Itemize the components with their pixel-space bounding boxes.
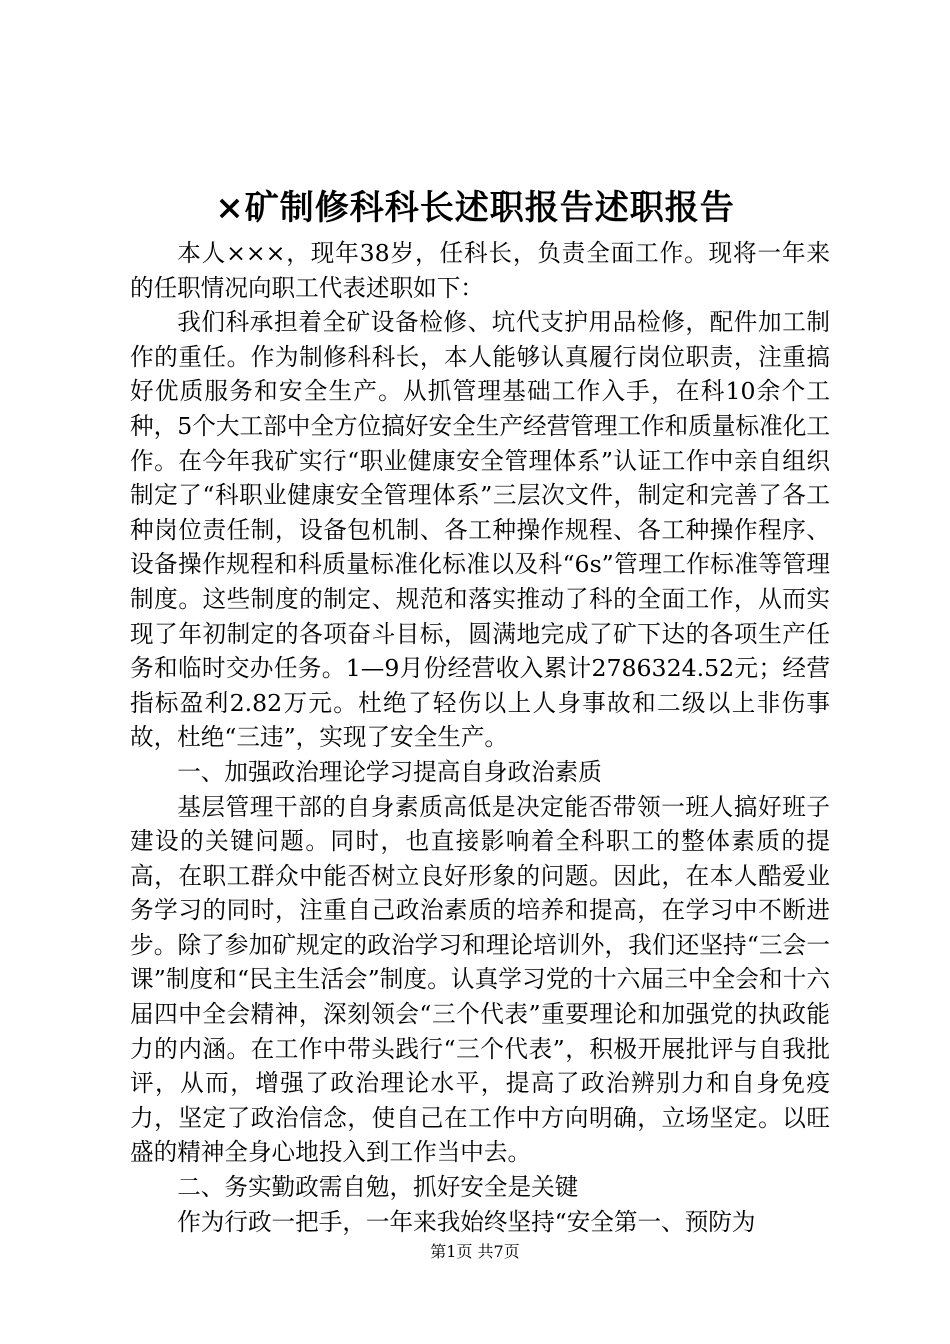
paragraph-intro: 本人×××，现年38岁，任科长，负责全面工作。现将一年来的任职情况向职工代表述职如下： [130,239,830,302]
section-heading-1: 一、加强政治理论学习提高自身政治素质 [177,757,602,786]
document-title: ×矿制修科科长述职报告述职报告 [215,188,735,228]
section-heading-2: 二、务实勤政需自勉，抓好安全是关键 [177,1173,579,1202]
paragraph-section-1: 基层管理干部的自身素质高低是决定能否带领一班人搞好班子建设的关键问题。同时，也直接影响着全科职工的整体素质的提高，在职工群众中能否树立良好形象的问题。因此，在本人酷爱业务学习的同时，注重自己政治素质的培养和提高，在学习中不断进步。除了参加矿规定的政治学习和理论培训外，我们还坚持“三会一课”制度和“民主生活会”制度。认真学习党的十六届三中全会和十六届四中全会精神，深刻领会“三个代表”重要理论和加强党的执政能力的内涵。在工作中带头践行“三个代表”，积极开展批评与自我批评，从而，增强了政治理论水平，提高了政治辨别力和自身免疫力，坚定了政治信念，使自己在工作中方向明确，立场坚定。以旺盛的精神全身心地投入到工作当中去。 [130,792,830,1167]
paragraph-overview: 我们科承担着全矿设备检修、坑代支护用品检修，配件加工制作的重任。作为制修科科长，本人能够认真履行岗位职责，注重搞好优质服务和安全生产。从抓管理基础工作入手，在科10余个工种，5个大工部中全方位搞好安全生产经营管理工作和质量标准化工作。在今年我矿实行“职业健康安全管理体系”认证工作中亲自组织制定了“科职业健康安全管理体系”三层次文件，制定和完善了各工种岗位责任制，设备包机制、各工种操作规程、各工种操作程序、设备操作规程和科质量标准化标准以及科“6s”管理工作标准等管理制度。这些制度的制定、规范和落实推动了科的全面工作，从而实现了年初制定的各项奋斗目标，圆满地完成了矿下达的各项生产任务和临时交办任务。1—9月份经营收入累计2786324.52元；经营指标盈利2.82万元。杜绝了轻伤以上人身事故和二级以上非伤事故，杜绝“三违”，实现了安全生产。 [130,308,830,752]
page-footer: 第1页 共7页 [430,1242,520,1261]
paragraph-section-2: 作为行政一把手，一年来我始终坚持“安全第一、预防为 [177,1207,756,1236]
document-body [130,236,830,1239]
